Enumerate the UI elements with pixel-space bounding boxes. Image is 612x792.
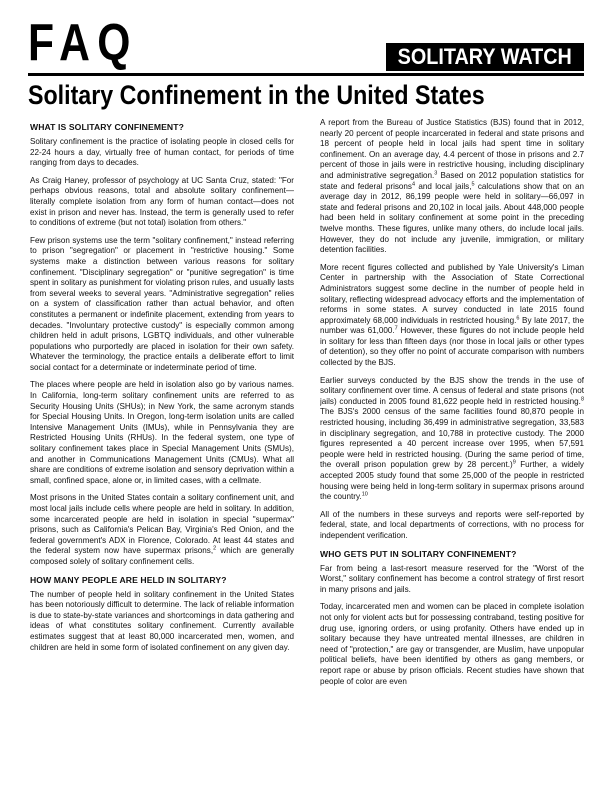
- text-run: and local jails,: [415, 181, 472, 191]
- text-run: A report from the Bureau of Justice Statistics (BJS) found that in 2012, nearly 20 percent of people incarcerated in federal and state prisons and 18 percent of people held in local jails had spent time in solitary confinement. On an average day, 4.4 percent of those in prisons and 2.7 percent of those in jails were in restrictive housing, including disciplinary and administrative segregation.: [320, 118, 584, 180]
- paragraph: [320, 376, 584, 503]
- paragraph: Solitary confinement is the practice of isolating people in closed cells for 22-24 hours a day, virtually free of human contact, for periods of time ranging from days to decades.: [30, 137, 294, 168]
- text-run: Most prisons in the United States contain a solitary confinement unit, and most local jails include cells where people are held in solitary. In addition, some incarcerated people are held in isolation in special "supermax" prisons, such as California's Pelican Bay, Virginia's Red Onion, and the federal government's ADX in Florence, Colorado. At least 44 states and the federal system now have supermax prisons,: [30, 493, 294, 556]
- document-title: Solitary Confinement in the United States: [28, 80, 485, 110]
- text-run: which are generally composed solely of solitary confinement cells.: [30, 546, 294, 566]
- footnote-ref: 9: [512, 459, 516, 466]
- paragraph: Few prison systems use the term "solitary confinement," instead referring to prison "segregation" or placement in "restrictive housing." Some systems make a distinction between various reasons for solitary confinement. "Disciplinary segregation" or "punitive segregation" is time spent in solitary as punishment for violating prison rules, and usually lasts from several weeks to several years. "Administrative segregation" relies on a system of classification rather than actual behavior, and often constitutes a permanent or indefinite placement, extending from years to decades. "Involuntary protective custody" is especially common among children held in adult prisons, LGBTQ individuals, and other vulnerable populations who purportedly are placed in isolation for their own safety. Whatever the terminology, the practice entails a deliberate effort to limit social contact for a determinate or indeterminate period of time.: [30, 235, 294, 372]
- question-heading: HOW MANY PEOPLE ARE HELD IN SOLITARY?: [30, 574, 227, 585]
- paragraph: The places where people are held in isolation also go by various names. In California, long-term solitary confinement units are referred to as Security Housing Units (SHUs); in New York, the same acronym stands for Special Housing Units. In Oregon, long-term isolation units are called Intensive Management Units (IMUs), while in Pennsylvania they are Restricted Housing Units (RHUs). In the federal system, one type of solitary confinement takes place in Special Management Units (SMUs), and another in Communications Management Units (CMUs). What all share are conditions of extreme isolation and sensory deprivation within a small, confined space, alone or, in limited cases, with a cellmate.: [30, 380, 294, 485]
- paragraph: As Craig Haney, professor of psychology at UC Santa Cruz, stated: "For perhaps obvious reasons, total and absolute solitary confinement—literally complete isolation from any form of human contact—does not exist in prison and never has. Instead, the term is generally used to refer to conditions of extreme (but not total) isolation from others.": [30, 175, 294, 228]
- text-run: The BJS's 2000 census of the same facilities found 80,870 people in restricted housing, including 36,499 in administrative segregation, 33,583 in disciplinary segregation, and 10,788 in protective custody. The 2000 figures represented a 40 percent increase over 1995, when 57,591 people were held in restricted housing. (During the same period of time, the overall prison population grew by 28 percent.): [320, 407, 584, 470]
- paragraph: All of the numbers in these surveys and reports were self-reported by federal, state, and local departments of corrections, with no process for independent verification.: [320, 509, 584, 540]
- footnote-ref: 3: [434, 170, 438, 177]
- right-column: [320, 118, 584, 784]
- paragraph: [320, 118, 584, 256]
- footnote-ref: 6: [516, 315, 520, 321]
- text-run: Earlier surveys conducted by the BJS show the trends in the use of solitary confinement over time. A census of federal and state prisons (not jails) conducted in 2005 found 81,622 people held in restricted housing.: [320, 375, 584, 406]
- paragraph: Far from being a last-resort measure reserved for the "Worst of the Worst," solitary confinement has become a control strategy of first resort in many prisons and jails.: [320, 563, 584, 594]
- text-run: More recent figures collected and published by Yale University's Liman Center in partnership with the Association of State Correctional Administrators suggest some decline in the number of people held in solitary, reflecting widespread advocacy efforts and the implementation of reforms in some states. A survey conducted in late 2015 found approximately 68,000 individuals in restricted housing.: [320, 262, 584, 325]
- text-run: calculations show that on an average day in 2012, 86,199 people were held in solitary—66,097 in state and federal prisons and 20,102 in local jails. About 448,000 people had been held in solitary confinement at some point in the preceding twelve months. These figures, unlike many others, do include local jails. However, they do not include any juvenile, immigration, or military detention facilities.: [320, 181, 584, 255]
- faq-heading: FAQ: [28, 14, 138, 72]
- text-run: Further, a widely accepted 2005 study found that some 25,000 of the people in restricted housing were being held in long-term solitary in supermax prisons around the country.: [320, 460, 584, 502]
- brand-name: SOLITARY WATCH: [397, 44, 573, 69]
- footnote-ref: 10: [361, 491, 368, 498]
- text-run: By late 2017, the number was 61,000.: [320, 315, 584, 336]
- footnote-ref: 7: [394, 325, 398, 332]
- footnote-ref: 8: [580, 396, 584, 403]
- footnote-ref: 4: [411, 180, 416, 187]
- question-heading: WHAT IS SOLITARY CONFINEMENT?: [30, 122, 184, 132]
- paragraph: Today, incarcerated men and women can be placed in complete isolation not only for violent acts but for possessing contraband, testing positive for drug use, ignoring orders, or using profanity. Others have ended up in solitary because they have untreated mental illnesses, are children in need of "protection," are gay or transgender, are Muslim, have unpopular political beliefs, have been identified by others as gang members, or report rape or abuse by prison officials. Recent studies have shown that people of color are even: [320, 602, 584, 686]
- text-run: However, these figures do not include people held in solitary for less than fifteen days (nor those in local jails or other types of detention), so they offer no point of accurate comparison with numbers collected by the BJS.: [320, 326, 584, 368]
- footnote-ref: 5: [471, 180, 475, 187]
- header-rule: [28, 73, 584, 76]
- text-run: Based on 2012 population statistics for state and federal prisons: [320, 170, 584, 191]
- question-heading: WHO GETS PUT IN SOLITARY CONFINEMENT?: [320, 548, 517, 559]
- paragraph: The number of people held in solitary confinement in the United States has been notoriously difficult to determine. The lack of reliable information is due to state-by-state variances and shortcomings in data gathering and ideas of what constitutes solitary confinement. Currently available estimates suggest that at least 80,000 incarcerated men, women, and children are held in some form of isolated confinement on any given day.: [30, 589, 294, 652]
- footnote-ref: 2: [213, 545, 217, 552]
- paragraph: [320, 263, 584, 369]
- left-column: [30, 122, 294, 788]
- paragraph: [30, 493, 294, 567]
- solitary-watch-logo: [386, 43, 584, 71]
